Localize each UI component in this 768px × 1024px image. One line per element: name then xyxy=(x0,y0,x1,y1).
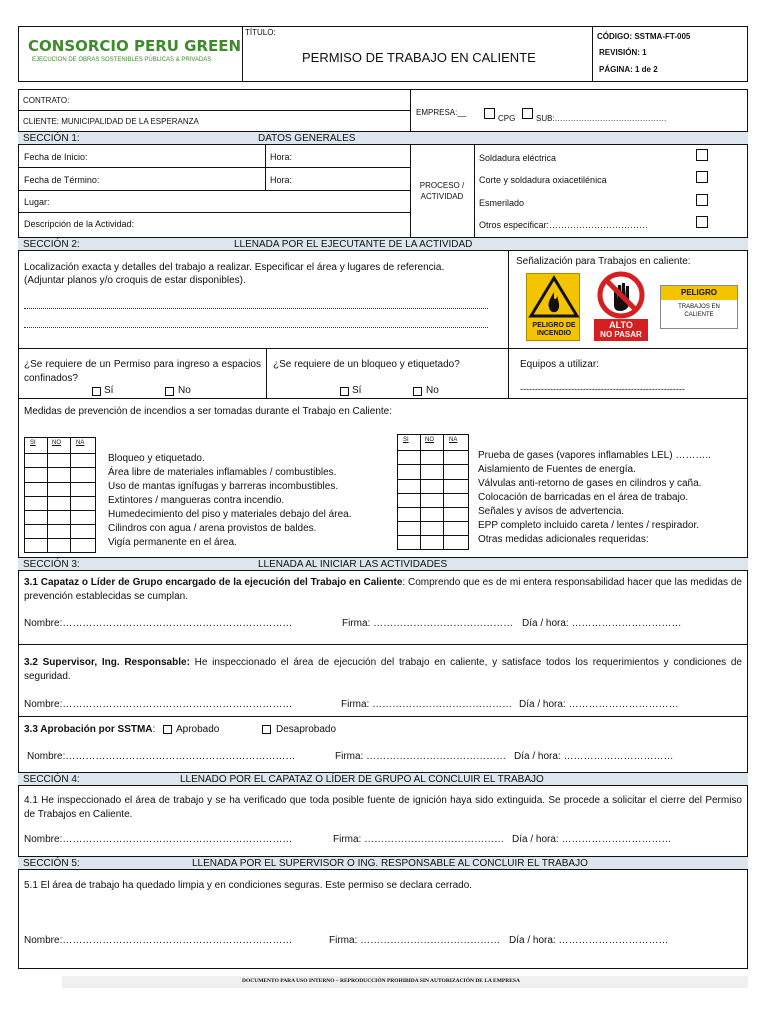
col-no-left: NO xyxy=(52,440,61,446)
supervisor-dia-hora-field[interactable]: Día / hora: …………………………… xyxy=(519,699,679,710)
paragraph-4-1: 4.1 He inspeccionado el área de trabajo y se ha verificado que toda posible fuente de ignición haya sido extinguida. Se procede a solicitar el cierre del Permiso de Trabajos en Caliente. xyxy=(24,795,742,820)
cierre-dia-hora-field[interactable]: Día / hora: …………………………… xyxy=(512,834,672,845)
espacios-si-checkbox[interactable] xyxy=(92,387,101,396)
aprobacion-sstma-colon: : xyxy=(152,724,156,735)
section-2-title: LLENADA POR EL EJECUTANTE DE LA ACTIVIDAD xyxy=(234,239,473,250)
final-firma-field[interactable]: Firma: …………………………………… xyxy=(329,935,501,946)
doc-code: CÓDIGO: SSTMA-FT-005 xyxy=(597,32,691,41)
equipos-input-line[interactable]: ------------------------------------------------------- xyxy=(520,384,685,394)
medida-left-5: Humedecimiento del piso y materiales debajo del área. xyxy=(108,509,352,520)
section-4-title: LLENADO POR EL CAPATAZ O LÍDER DE GRUPO AL CONCLUIR EL TRABAJO xyxy=(180,774,544,785)
doc-page: PÁGINA: 1 de 2 xyxy=(599,65,658,74)
paragraph-3-1-bold: 3.1 Capataz o Líder de Grupo encargado de la ejecución del Trabajo en Caliente xyxy=(24,577,403,588)
otros-checkbox[interactable] xyxy=(696,216,708,228)
paragraph-5-1: 5.1 El área de trabajo ha quedado limpia y en condiciones seguras. Este permiso se declara cerrado. xyxy=(24,880,473,891)
peligro-sign-head: PELIGRO xyxy=(661,286,737,300)
col-si-left: SI xyxy=(30,440,36,446)
medida-left-3: Uso de mantas ignífugas y barreras incombustibles. xyxy=(108,481,339,492)
cierre-firma-field[interactable]: Firma: …………………………………… xyxy=(333,834,505,845)
esmerilado-checkbox[interactable] xyxy=(696,194,708,206)
aprobacion-sstma-bold: 3.3 Aprobación por SSTMA xyxy=(24,724,153,735)
paragraph-3-2 xyxy=(24,656,742,684)
col-si-right: SI xyxy=(403,437,409,443)
fire-hazard-sign-text: PELIGRO DE INCENDIO xyxy=(532,322,576,337)
lugar-label[interactable]: Lugar: xyxy=(24,197,50,207)
senalizacion-title: Señalización para Trabajos en caliente: xyxy=(516,256,691,267)
bloqueo-si-checkbox[interactable] xyxy=(340,387,349,396)
col-na-right: NA xyxy=(449,437,458,443)
bloqueo-no-checkbox[interactable] xyxy=(413,387,422,396)
paragraph-3-1-rest: : Comprendo que es de mi entera responsabilidad hacer que las medidas de prevención establecidas se cumplan. xyxy=(24,577,742,602)
medidas-title: Medidas de prevención de incendios a ser tomadas durante el Trabajo en Caliente: xyxy=(24,406,393,417)
peligro-sign-body: TRABAJOS EN CALIENTE xyxy=(678,304,720,318)
fire-hazard-sign xyxy=(526,273,580,341)
supervisor-firma-field[interactable]: Firma: …………………………………… xyxy=(341,699,513,710)
fecha-termino-label[interactable]: Fecha de Término: xyxy=(24,175,100,185)
cpg-label: CPG xyxy=(498,114,516,123)
contrato-label: CONTRATO: xyxy=(23,96,70,105)
company-logo-subtitle: EJECUCION DE OBRAS SOSTENIBLES PÚBLICAS & PRIVADAS xyxy=(32,57,212,63)
proceso-actividad-label: PROCESO / ACTIVIDAD xyxy=(419,181,465,202)
aprobado-checkbox[interactable] xyxy=(163,725,172,734)
medida-left-2: Área libre de materiales inflamables / combustibles. xyxy=(108,467,337,478)
hora-inicio-label[interactable]: Hora: xyxy=(270,152,293,162)
paragraph-3-2-bold: 3.2 Supervisor, Ing. Responsable: xyxy=(24,657,190,668)
doc-revision: REVISIÓN: 1 xyxy=(599,48,647,57)
q-bloqueo-etiquetado: ¿Se requiere de un bloqueo y etiquetado? xyxy=(273,359,460,370)
capataz-dia-hora-field[interactable]: Día / hora: …………………………… xyxy=(522,618,682,629)
espacios-no-label: No xyxy=(178,385,191,396)
supervisor-nombre-field[interactable]: Nombre:…………………………………………………………… xyxy=(24,699,293,710)
section-1-label: SECCIÓN 1: xyxy=(23,133,80,144)
section-2-label: SECCIÓN 2: xyxy=(23,239,80,250)
section-5-title: LLENADA POR EL SUPERVISOR O ING. RESPONSABLE AL CONCLUIR EL TRABAJO xyxy=(192,858,588,869)
medida-left-1: Bloqueo y etiquetado. xyxy=(108,453,205,464)
medida-left-7: Vigía permanente en el área. xyxy=(108,537,237,548)
paragraph-3-1 xyxy=(24,576,742,604)
desaprobado-label: Desaprobado xyxy=(276,724,337,735)
sub-checkbox[interactable] xyxy=(522,108,533,119)
medida-right-4: Colocación de barricadas en el área de trabajo. xyxy=(478,492,689,503)
medida-left-6: Cilindros con agua / arena provistos de baldes. xyxy=(108,523,317,534)
fecha-inicio-label[interactable]: Fecha de Inicio: xyxy=(24,152,88,162)
paragraph-3-2-rest: He inspeccionado el área de ejecución del trabajo en caliente, y satisface todos los requerimientos y condiciones de seguridad. xyxy=(24,657,742,682)
bloqueo-no-label: No xyxy=(426,385,439,396)
flame-warning-icon xyxy=(527,274,581,320)
cliente-label: CLIENTE: MUNICIPALIDAD DE LA ESPERANZA xyxy=(23,117,199,126)
medida-right-3: Válvulas anti-retorno de gases en cilindros y caña. xyxy=(478,478,702,489)
company-logo-title: CONSORCIO PERU GREEN xyxy=(28,37,242,55)
empresa-label[interactable]: EMPRESA:__ xyxy=(416,108,467,117)
sstma-firma-field[interactable]: Firma: …………………………………… xyxy=(335,751,507,762)
titulo-label: TÍTULO: xyxy=(245,28,276,37)
medidas-grid-right xyxy=(397,434,469,550)
medida-right-2: Aislamiento de Fuentes de energía. xyxy=(478,464,636,475)
section-1-title: DATOS GENERALES xyxy=(258,133,356,144)
section-3-label: SECCIÓN 3: xyxy=(23,559,80,570)
aprobado-label: Aprobado xyxy=(176,724,220,735)
medida-right-7: Otras medidas adicionales requeridas: xyxy=(478,534,649,545)
cierre-nombre-field[interactable]: Nombre:…………………………………………………………… xyxy=(24,834,293,845)
localizacion-line-2: (Adjuntar planos y/o croquis de estar disponibles). xyxy=(24,275,246,286)
page-title: PERMISO DE TRABAJO EN CALIENTE xyxy=(302,50,536,65)
medida-right-6: EPP completo incluido careta / lentes / respirador. xyxy=(478,520,700,531)
final-nombre-field[interactable]: Nombre:…………………………………………………………… xyxy=(24,935,293,946)
sub-label: SUB:…………………………………… xyxy=(536,114,667,123)
section-4-label: SECCIÓN 4: xyxy=(23,774,80,785)
peligro-sign xyxy=(660,285,738,329)
q-espacios-confinados: ¿Se requiere de un Permiso para ingreso a espacios confinados? xyxy=(24,359,261,384)
cpg-checkbox[interactable] xyxy=(484,108,495,119)
sstma-nombre-field[interactable]: Nombre:…………………………………………………………… xyxy=(27,751,296,762)
capataz-firma-field[interactable]: Firma: …………………………………… xyxy=(342,618,514,629)
stop-sign-text-alto: ALTO xyxy=(609,320,633,330)
descripcion-label[interactable]: Descripción de la Actividad: xyxy=(24,219,135,229)
sstma-dia-hora-field[interactable]: Día / hora: …………………………… xyxy=(514,751,674,762)
capataz-nombre-field[interactable]: Nombre:…………………………………………………………… xyxy=(24,618,293,629)
section-1-header xyxy=(18,131,748,145)
opt-corte-oxiacetilenica: Corte y soldadura oxiacetilénica xyxy=(479,175,607,185)
medida-left-4: Extintores / mangueras contra incendio. xyxy=(108,495,285,506)
soldadura-electrica-checkbox[interactable] xyxy=(696,149,708,161)
stop-sign-text-nopasar: NO PASAR xyxy=(600,330,642,339)
aprobacion-sstma-label xyxy=(24,724,155,736)
opt-otros: Otros especificar:…………………………… xyxy=(479,220,649,230)
no-entry-hand-icon xyxy=(594,271,648,319)
localizacion-line-1: Localización exacta y detalles del trabajo a realizar. Especificar el área y lugares de referencia. xyxy=(24,262,445,273)
col-no-right: NO xyxy=(425,437,434,443)
medida-right-1: Prueba de gases (vapores inflamables LEL) ……….. xyxy=(478,450,711,461)
section-5-label: SECCIÓN 5: xyxy=(23,858,80,869)
medidas-grid-left xyxy=(24,437,96,553)
equipos-label: Equipos a utilizar: xyxy=(520,359,599,370)
desaprobado-checkbox[interactable] xyxy=(262,725,271,734)
col-na-left: NA xyxy=(76,440,85,446)
final-dia-hora-field[interactable]: Día / hora: …………………………… xyxy=(509,935,669,946)
medida-right-5: Señales y avisos de advertencia. xyxy=(478,506,625,517)
hora-termino-label[interactable]: Hora: xyxy=(270,175,293,185)
opt-soldadura-electrica: Soldadura eléctrica xyxy=(479,153,557,163)
stop-no-pass-sign xyxy=(594,271,648,341)
section-3-title: LLENADA AL INICIAR LAS ACTIVIDADES xyxy=(258,559,448,570)
bloqueo-si-label: Sí xyxy=(352,385,362,396)
localizacion-input-line-1[interactable] xyxy=(24,308,488,309)
opt-esmerilado: Esmerilado xyxy=(479,198,525,208)
corte-oxiacetilenica-checkbox[interactable] xyxy=(696,171,708,183)
espacios-no-checkbox[interactable] xyxy=(165,387,174,396)
localizacion-input-line-2[interactable] xyxy=(24,327,488,328)
footer-text: DOCUMENTO PARA USO INTERNO – REPRODUCCIÓN PROHIBIDA SIN AUTORIZACIÓN DE LA EMPRESA xyxy=(242,978,520,984)
espacios-si-label: Sí xyxy=(104,385,114,396)
